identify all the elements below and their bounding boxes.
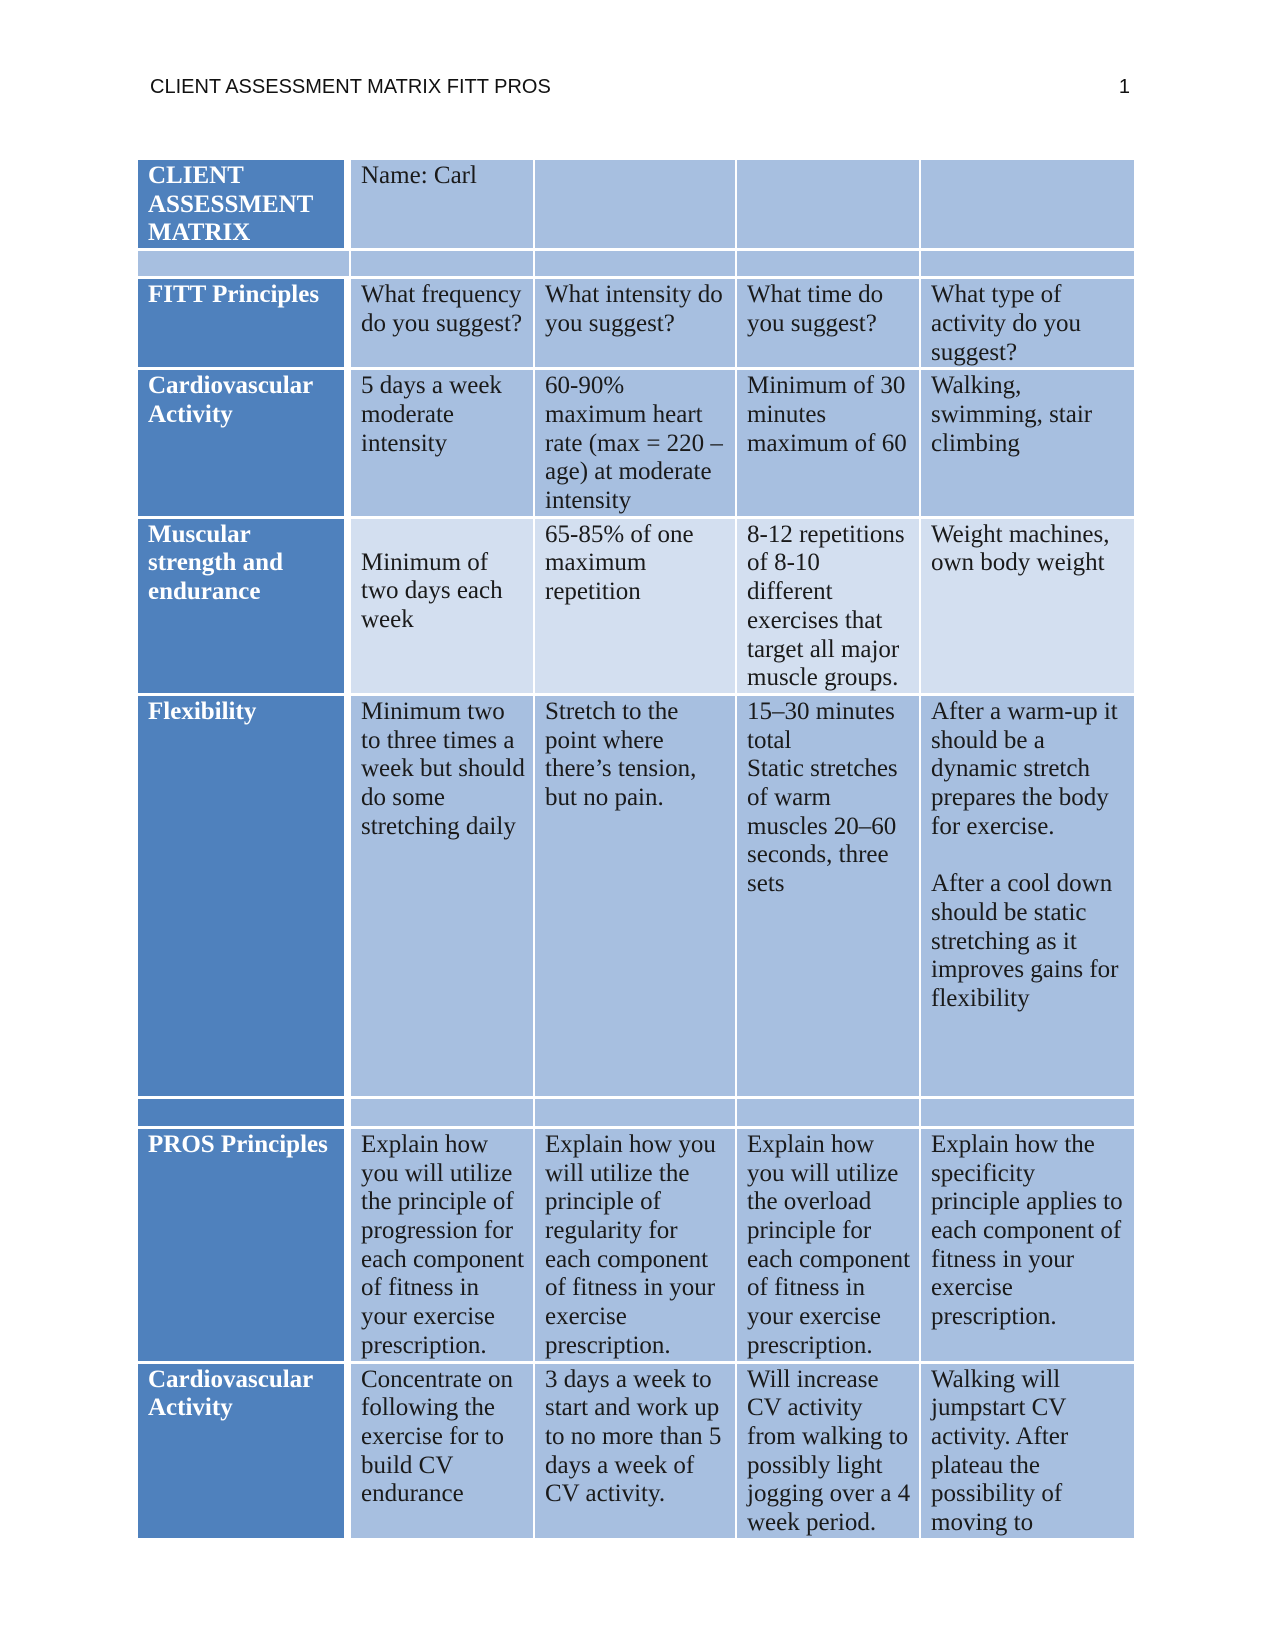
empty-cell xyxy=(535,251,737,279)
matrix-title-cell: CLIENT ASSESSMENT MATRIX xyxy=(138,160,351,251)
table-cell: Weight machines, own body weight xyxy=(921,519,1134,696)
empty-cell xyxy=(535,160,737,251)
empty-cell xyxy=(921,160,1134,251)
time-question-cell: What time do you suggest? xyxy=(737,279,921,370)
overload-question-cell: Explain how you will utilize the overload principle for each component of fitness in your exercise prescription. xyxy=(737,1129,921,1364)
specificity-question-cell: Explain how the specificity principle applies to each component of fitness in your exercise prescription. xyxy=(921,1129,1134,1364)
empty-cell xyxy=(138,251,351,279)
empty-cell xyxy=(737,1099,921,1129)
running-head xyxy=(150,76,1130,102)
table-cell: 60-90% maximum heart rate (max = 220 – age) at moderate intensity xyxy=(535,370,737,519)
pros-cardiovascular-row xyxy=(138,1364,1134,1541)
row-label: Cardiovascular Activity xyxy=(138,370,351,519)
fitt-principles-row xyxy=(138,279,1134,370)
table-cell: 3 days a week to start and work up to no more than 5 days a week of CV activity. xyxy=(535,1364,737,1541)
title-row xyxy=(138,160,1134,251)
empty-cell xyxy=(921,1099,1134,1129)
table-cell: 8-12 repetitions of 8-10 different exercises that target all major muscle groups. xyxy=(737,519,921,696)
flexibility-row xyxy=(138,696,1134,1099)
client-assessment-matrix-table xyxy=(138,160,1134,1541)
table-cell: Will increase CV activity from walking to possibly light jogging over a 4 week period. xyxy=(737,1364,921,1541)
table-cell: Walking will jumpstart CV activity. After plateau the possibility of moving to xyxy=(921,1364,1134,1541)
row-label: PROS Principles xyxy=(138,1129,351,1364)
table-cell: After a warm-up it should be a dynamic stretch prepares the body for exercise. After a cool down should be static stretching as it improves gains for flexibility xyxy=(921,696,1134,1099)
regularity-question-cell: Explain how you will utilize the principle of regularity for each component of fitness in your exercise prescription. xyxy=(535,1129,737,1364)
muscular-row xyxy=(138,519,1134,696)
type-question-cell: What type of activity do you suggest? xyxy=(921,279,1134,370)
frequency-question-cell: What frequency do you suggest? xyxy=(351,279,535,370)
empty-cell xyxy=(737,251,921,279)
spacer-row xyxy=(138,1099,1134,1129)
page-number: 1 xyxy=(1118,76,1130,98)
table-cell: 15–30 minutes total Static stretches of warm muscles 20–60 seconds, three sets xyxy=(737,696,921,1099)
table-cell: 65-85% of one maximum repetition xyxy=(535,519,737,696)
row-label: Flexibility xyxy=(138,696,351,1099)
table-cell: Walking, swimming, stair climbing xyxy=(921,370,1134,519)
document-title: CLIENT ASSESSMENT MATRIX FITT PROS xyxy=(150,76,551,98)
spacer-row xyxy=(138,251,1134,279)
row-label: Muscular strength and endurance xyxy=(138,519,351,696)
empty-cell xyxy=(737,160,921,251)
row-label: FITT Principles xyxy=(138,279,351,370)
row-label: Cardiovascular Activity xyxy=(138,1364,351,1541)
cardiovascular-row xyxy=(138,370,1134,519)
client-name-cell: Name: Carl xyxy=(351,160,535,251)
intensity-question-cell: What intensity do you suggest? xyxy=(535,279,737,370)
empty-cell xyxy=(535,1099,737,1129)
empty-cell xyxy=(351,1099,535,1129)
progression-question-cell: Explain how you will utilize the principle of progression for each component of fitness in your exercise prescription. xyxy=(351,1129,535,1364)
empty-cell xyxy=(921,251,1134,279)
table-cell: Stretch to the point where there’s tension, but no pain. xyxy=(535,696,737,1099)
table-cell: Minimum two to three times a week but should do some stretching daily xyxy=(351,696,535,1099)
empty-label-cell xyxy=(138,1099,351,1129)
pros-principles-row xyxy=(138,1129,1134,1364)
table-cell: Concentrate on following the exercise for to build CV endurance xyxy=(351,1364,535,1541)
empty-cell xyxy=(351,251,535,279)
table-cell: 5 days a week moderate intensity xyxy=(351,370,535,519)
table-cell: Minimum of two days each week xyxy=(351,519,535,696)
table-cell: Minimum of 30 minutes maximum of 60 xyxy=(737,370,921,519)
